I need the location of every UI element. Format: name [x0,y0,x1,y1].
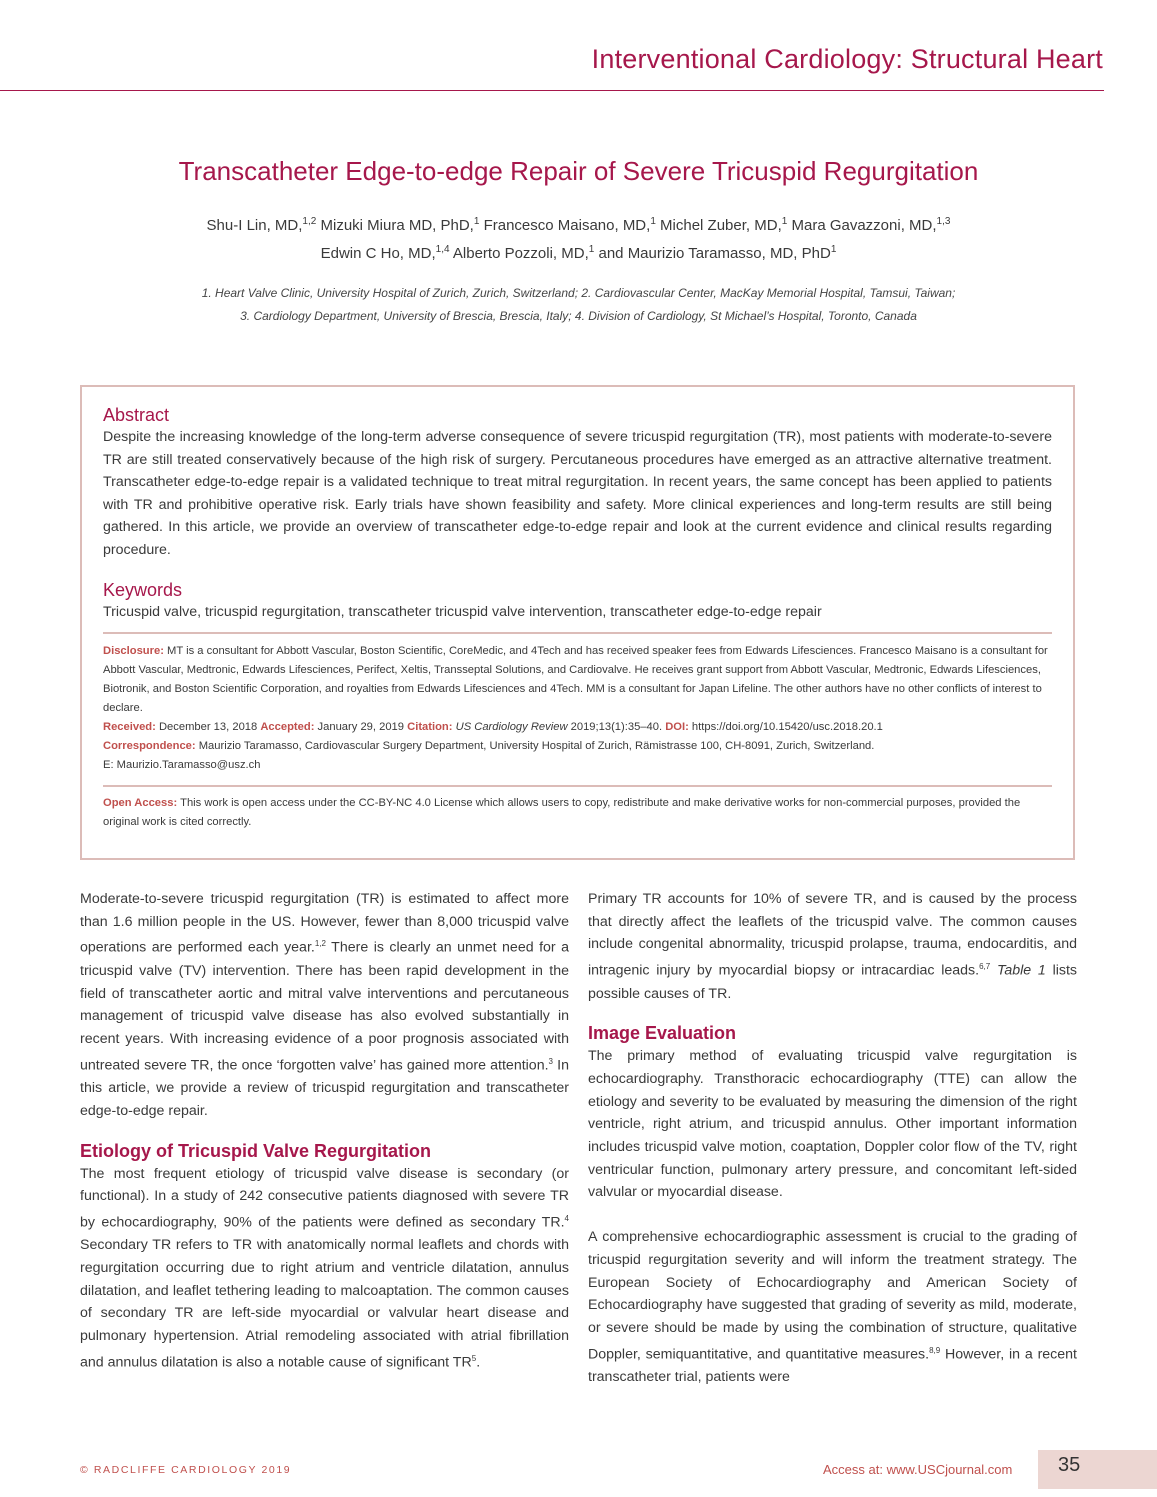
keywords-text: Tricuspid valve, tricuspid regurgitation, transcatheter tricuspid valve intervention, transcatheter edge-to-edge repair [103,604,822,620]
author: and Maurizio Taramasso, MD, PhD [594,245,831,262]
affiliations-line-2: 3. Cardiology Department, University of Brescia, Brescia, Italy; 4. Division of Cardiology, St Michael’s Hospital, Toronto, Canada [240,309,917,323]
disclosure-text: MT is a consultant for Abbott Vascular, Boston Scientific, CoreMedic, and 4Tech and has received speaker fees from Edwards Lifesciences. Francesco Maisano is a consultant for Abbott Vascular, Medtronic, Edwards Lifesciences, Perifect, Xeltis, Transseptal Solutions, and Cardiovalve. He receives grant support from Abbott Vascular, Medtronic, Edwards Lifesciences, Biotronik, and Boston Scientific Corporation, and royalties from Edwards Lifesciences and 4Tech. MM is a consultant for Japan Lifeline. The other authors have no other conflicts of interest to declare. [103,644,1048,714]
correspondence-email[interactable]: E: Maurizio.Taramasso@usz.ch [103,758,261,771]
correspondence [103,737,1052,756]
page-number: 35 [1058,1454,1081,1476]
paragraph-text: The most frequent etiology of tricuspid valve disease is secondary (or functional). In a study of 242 consecutive patients diagnosed with severe TR by echocardiography, 90% of the patients were defined as secondary TR. [80,1165,569,1231]
open-access-notice [103,794,1052,832]
copyright-notice: © RADCLIFFE CARDIOLOGY 2019 [80,1464,292,1476]
author: Alberto Pozzoli, MD, [449,245,589,262]
author-list [100,210,1057,266]
journal-section-title: Interventional Cardiology: Structural Heart [591,44,1103,74]
author: Michel Zuber, MD, [655,217,782,234]
citation-ref: 4 [564,1213,569,1223]
citation-ref: 8,9 [929,1345,941,1355]
author: Mara Gavazzoni, MD, [787,217,937,234]
correspondence-text: Maurizio Taramasso, Cardiovascular Surgery Department, University Hospital of Zurich, Rämistrasse 100, CH-8091, Zurich, Switzerland. [195,739,875,752]
paragraph-text: A comprehensive echocardiographic assessment is crucial to the grading of tricuspid regurgitation severity and will inform the treatment strategy. The European Society of Echocardiography and American Society of Echocardiography have suggested that grading of severity as mild, moderate, or severe should be made by using the combination of structure, qualitative Doppler, semiquantitative, and quantitative measures. [588,1229,1077,1363]
affiliation-ref: 1,4 [435,244,450,255]
paragraph-text: lists possible causes of TR. [588,962,1077,1002]
affiliations [100,282,1057,328]
authors-line-2 [100,238,1057,266]
body-column-left [80,888,569,1374]
authors-line-1 [100,210,1057,238]
abstract-box [80,385,1075,860]
paragraph-text: In this article, we provide a review of tricuspid regurgitation and transcatheter edge-to-edge repair. [80,1057,569,1119]
open-access-label: Open Access: [103,796,178,809]
paragraph [588,1226,1077,1389]
affiliation-ref: 1,3 [936,216,951,227]
disclosure [103,642,1052,718]
abstract-text: Despite the increasing knowledge of the long-term adverse consequence of severe tricuspid regurgitation (TR), most patients with moderate-to-severe TR are still treated conservatively because of the high risk of surgery. Percutaneous procedures have emerged as an attractive alternative treatment. Transcatheter edge-to-edge repair is a validated technique to treat mitral regurgitation. In recent years, the same concept has been applied to patients with TR and prohibitive operative risk. Early trials have shown feasibility and safety. More clinical experiences and long-term results are still being gathered. In this article, we provide an overview of transcatheter edge-to-edge repair and look at the current evidence and clinical results regarding procedure. [103,429,1052,558]
author: Mizuki Miura MD, PhD, [316,217,474,234]
section-heading-image-evaluation: Image Evaluation [588,1023,737,1044]
open-access-text: This work is open access under the CC-BY-NC 4.0 License which allows users to copy, redistribute and make derivative works for non-commercial purposes, provided the original work is cited correctly. [103,796,1021,828]
author: Francesco Maisano, MD, [479,217,651,234]
keywords-heading: Keywords [103,580,183,600]
section-heading-etiology: Etiology of Tricuspid Valve Regurgitation [80,1140,432,1161]
correspondence-label: Correspondence: [103,739,196,752]
received-date: December 13, 2018 [155,720,261,733]
affiliation-ref: 1,2 [302,216,317,227]
affiliation-ref: 1 [781,216,788,227]
citation-label: Citation: [407,720,453,733]
accepted-date: January 29, 2019 [314,720,408,733]
received-label: Received: [103,720,156,733]
citation-ref: 5 [471,1353,477,1363]
page-number-tab [1038,1450,1157,1489]
article-title: Transcatheter Edge-to-edge Repair of Severe Tricuspid Regurgitation [178,156,979,186]
publication-dates [103,718,1052,737]
accepted-label: Accepted: [260,720,315,733]
journal-url[interactable]: Access at: www.USCjournal.com [823,1462,1013,1477]
paragraph: The primary method of evaluating tricuspid valve regurgitation is echocardiography. Transthoracic echocardiography (TTE) can allow the etiology and severity to be evaluated by measuring the dimension of the right ventricle, right atrium, and tricuspid annulus. Other important information includes tricuspid valve motion, coaptation, Doppler color flow of the TV, right ventricular function, pulmonary artery pressure, and concomitant left-sided valvular or myocardial disease. [588,1048,1077,1201]
affiliation-ref: 1 [588,244,595,255]
paragraph [80,888,569,1123]
affiliation-ref: 1 [830,244,837,255]
citation-journal: US Cardiology Review [452,720,568,733]
disclosure-label: Disclosure: [103,644,164,657]
paragraph [588,888,1077,1005]
paragraph-text: Moderate-to-severe tricuspid regurgitation (TR) is estimated to affect more than 1.6 million people in the US. However, fewer than 8,000 tricuspid valve operations are performed each year. [80,891,569,957]
metadata-divider [103,785,1052,787]
citation-ref: 6,7 [979,962,991,972]
paragraph-text: Secondary TR refers to TR with anatomically normal leaflets and chords with regurgitation occurring due to right atrium and ventricle dilatation, annulus dilatation, and leaflet tethering leading to malcoaptation. The common causes of secondary TR are left-side myocardial or valvular heart disease and pulmonary hypertension. Atrial remodeling associated with atrial fibrillation and annulus dilatation is also a notable cause of significant TR [80,1237,569,1371]
affiliation-ref: 1 [650,216,656,227]
header-divider [0,90,1104,91]
paragraph [80,1163,569,1375]
affiliation-ref: 1 [473,216,480,227]
author: Edwin C Ho, MD, [320,245,436,262]
citation-ref: 3 [548,1056,553,1066]
affiliations-line-1: 1. Heart Valve Clinic, University Hospital of Zurich, Zurich, Switzerland; 2. Cardiovascular Center, MacKay Memorial Hospital, Tamsui, Taiwan; [201,286,956,300]
paragraph-text: However, in a recent transcatheter trial, patients were [588,1346,1077,1386]
doi-label: DOI: [665,720,689,733]
body-column-right [588,888,1077,1389]
citation-ref: 1,2 [314,939,326,949]
abstract-heading: Abstract [103,405,170,425]
paragraph-text: There is clearly an unmet need for a tricuspid valve (TV) intervention. There has been rapid development in the field of transcatheter aortic and mitral valve interventions and percutaneous management of tricuspid valve disease has also evolved substantially in recent years. With increasing evidence of a poor prognosis associated with untreated severe TR, the once ‘forgotten valve’ has gained more attention. [80,940,569,1074]
doi-link[interactable]: https://doi.org/10.15420/usc.2018.20.1 [688,720,883,733]
paragraph-text: . [476,1354,481,1371]
table-reference[interactable]: Table 1 [990,962,1046,979]
keywords-divider [103,632,1052,634]
paragraph-text: Primary TR accounts for 10% of severe TR, and is caused by the process that directly affect the leaflets of the tricuspid valve. The common causes include congenital abnormality, tricuspid prolapse, trauma, endocarditis, and intragenic injury by myocardial biopsy or intracardiac leads. [588,891,1077,979]
author: Shu-I Lin, MD, [206,217,303,234]
citation-ref: 2019;13(1):35–40. [567,720,666,733]
